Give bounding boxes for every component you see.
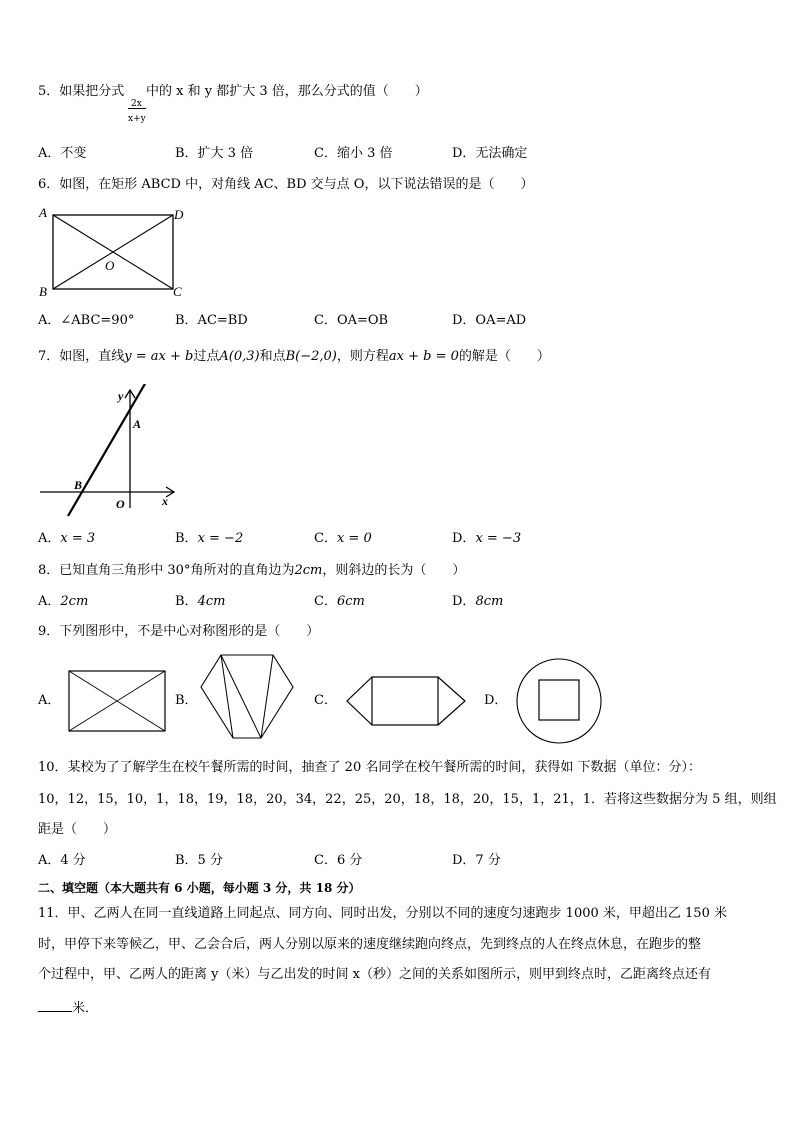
q7-stem-b: 过点 bbox=[193, 349, 220, 364]
q6-label-o: O bbox=[105, 258, 115, 273]
q10-line-1: 10．某校为了了解学生在校午餐所需的时间，抽查了 20 名同学在校午餐所需的时间，获得如 下数据（单位：分）： bbox=[38, 760, 701, 775]
q7-graph-figure bbox=[36, 384, 186, 520]
q10-option-c[interactable]: C．6 分 bbox=[314, 853, 363, 868]
q6-option-d[interactable]: D．OA=AD bbox=[452, 313, 527, 328]
q7-option-a[interactable] bbox=[38, 531, 95, 547]
q8-option-a-label: A． bbox=[38, 594, 61, 609]
q10-option-a[interactable]: A．4 分 bbox=[38, 853, 86, 868]
q6-option-b[interactable]: B．AC=BD bbox=[175, 313, 248, 328]
q9-figure-d[interactable] bbox=[514, 656, 604, 746]
q8-option-b-value: 4cm bbox=[197, 594, 226, 609]
q11-answer-blank[interactable] bbox=[38, 999, 72, 1012]
q6-option-a[interactable]: A．∠ABC=90° bbox=[38, 313, 135, 328]
q5-option-b[interactable]: B．扩大 3 倍 bbox=[175, 146, 254, 161]
q6-label-a: A bbox=[39, 205, 47, 220]
q7-option-d-value: x = −3 bbox=[475, 531, 522, 546]
q8-option-b-label: B． bbox=[175, 594, 198, 609]
q7-stem-d: ，则方程 bbox=[336, 349, 389, 364]
q8-option-d-label: D． bbox=[452, 594, 476, 609]
q11-line-4 bbox=[38, 999, 98, 1017]
q7-option-c-label: C． bbox=[314, 531, 337, 546]
q6-label-d: D bbox=[174, 207, 184, 222]
q7-option-d-label: D． bbox=[452, 531, 476, 546]
q6-stem: 6．如图，在矩形 ABCD 中，对角线 AC、BD 交与点 O，以下说法错误的是（ ） bbox=[38, 177, 534, 192]
q7-label-a: A bbox=[133, 417, 142, 431]
q7-option-b-value: x = −2 bbox=[197, 531, 244, 546]
q9-option-d-label[interactable]: D． bbox=[484, 693, 508, 708]
q8-option-a-value: 2cm bbox=[60, 594, 89, 609]
q7-option-d[interactable] bbox=[452, 531, 521, 547]
q7-stem bbox=[38, 349, 550, 365]
q7-option-b-label: B． bbox=[175, 531, 198, 546]
q9-option-b-label[interactable]: B． bbox=[175, 693, 198, 708]
q5-stem-post: 中的 x 和 y 都扩大 3 倍，那么分式的值（ ） bbox=[146, 84, 428, 99]
q7-stem-e: 的解是（ ） bbox=[458, 349, 550, 364]
q11-line-3: 个过程中，甲、乙两人的距离 y（米）与乙出发的时间 x（秒）之间的关系如图所示，则甲到终点时，乙距离终点还有 bbox=[38, 967, 711, 982]
q11-line-1: 11．甲、乙两人在同一直线道路上同起点、同方向、同时出发，分别以不同的速度匀速跑步 1000 米，甲超出乙 150 米 bbox=[38, 906, 727, 921]
q8-option-a[interactable] bbox=[38, 594, 88, 610]
q6-rectangle-figure bbox=[36, 204, 186, 300]
q9-figure-a[interactable] bbox=[66, 668, 168, 734]
q8-option-b[interactable] bbox=[175, 594, 225, 610]
q10-line-3: 距是（ ） bbox=[38, 822, 117, 837]
q8-option-c[interactable] bbox=[314, 594, 365, 610]
q8-stem-a: 8．已知直角三角形中 30°角所对的直角边为 bbox=[38, 563, 295, 578]
q6-label-c: C bbox=[173, 284, 182, 299]
q5-option-c[interactable]: C．缩小 3 倍 bbox=[314, 146, 393, 161]
q7-expr: y = ax + b bbox=[124, 349, 194, 364]
q8-option-d[interactable] bbox=[452, 594, 503, 610]
q7-equation: ax + b = 0 bbox=[388, 349, 459, 364]
q7-label-b: B bbox=[74, 478, 83, 492]
q9-stem: 9．下列图形中，不是中心对称图形的是（ ） bbox=[38, 624, 320, 639]
q6-option-c[interactable]: C．OA=OB bbox=[314, 313, 389, 328]
q7-stem-a: 7．如图，直线 bbox=[38, 349, 125, 364]
q7-stem-c: 和点 bbox=[259, 349, 286, 364]
q9-figure-b[interactable] bbox=[198, 652, 296, 742]
q8-option-d-value: 8cm bbox=[475, 594, 504, 609]
q5-stem-pre: 5．如果把分式 bbox=[38, 84, 125, 99]
q9-figure-c[interactable] bbox=[344, 674, 468, 728]
q7-point-b: B(−2,0) bbox=[285, 349, 337, 364]
q8-stem-b: ，则斜边的长为（ ） bbox=[322, 563, 466, 578]
q7-line bbox=[68, 384, 146, 516]
q5-frac-bar bbox=[128, 108, 146, 109]
q11-line-2: 时，甲停下来等候乙，甲、乙会合后，两人分别以原来的速度继续跑向终点，先到终点的人在终点休息，在跑步的整 bbox=[38, 937, 702, 952]
q5-frac-numerator: 2x bbox=[131, 99, 142, 109]
q8-option-c-label: C． bbox=[314, 594, 337, 609]
q7-option-c[interactable] bbox=[314, 531, 372, 547]
q7-label-o: O bbox=[116, 497, 125, 511]
q8-stem bbox=[38, 563, 465, 579]
q5-frac-denominator: x+y bbox=[128, 114, 146, 124]
q10-line-2: 10，12，15，10，1，18，19，18，20，34，22，25，20，18，18，20，15，1，21，1．若将这些数据分为 5 组，则组 bbox=[38, 792, 777, 807]
q7-label-x: x bbox=[162, 494, 168, 508]
q5-option-d[interactable]: D．无法确定 bbox=[452, 146, 528, 161]
q7-label-y: y bbox=[118, 389, 124, 403]
q9-option-c-label[interactable]: C． bbox=[314, 693, 337, 708]
q9-option-a-label[interactable]: A． bbox=[38, 693, 61, 708]
q7-option-c-value: x = 0 bbox=[336, 531, 372, 546]
q7-option-a-value: x = 3 bbox=[60, 531, 96, 546]
q7-option-a-label: A． bbox=[38, 531, 61, 546]
q6-label-b: B bbox=[39, 284, 47, 299]
q5-option-a[interactable]: A．不变 bbox=[38, 146, 87, 161]
q11-line-4-tail: 米． bbox=[72, 1001, 99, 1016]
q10-option-b[interactable]: B．5 分 bbox=[175, 853, 223, 868]
section-2-heading: 二、填空题（本大题共有 6 小题，每小题 3 分，共 18 分） bbox=[38, 881, 361, 895]
q10-option-d[interactable]: D．7 分 bbox=[452, 853, 501, 868]
q7-option-b[interactable] bbox=[175, 531, 243, 547]
q8-option-c-value: 6cm bbox=[336, 594, 365, 609]
q7-point-a: A(0,3) bbox=[219, 349, 260, 364]
q8-length: 2cm bbox=[294, 563, 323, 578]
